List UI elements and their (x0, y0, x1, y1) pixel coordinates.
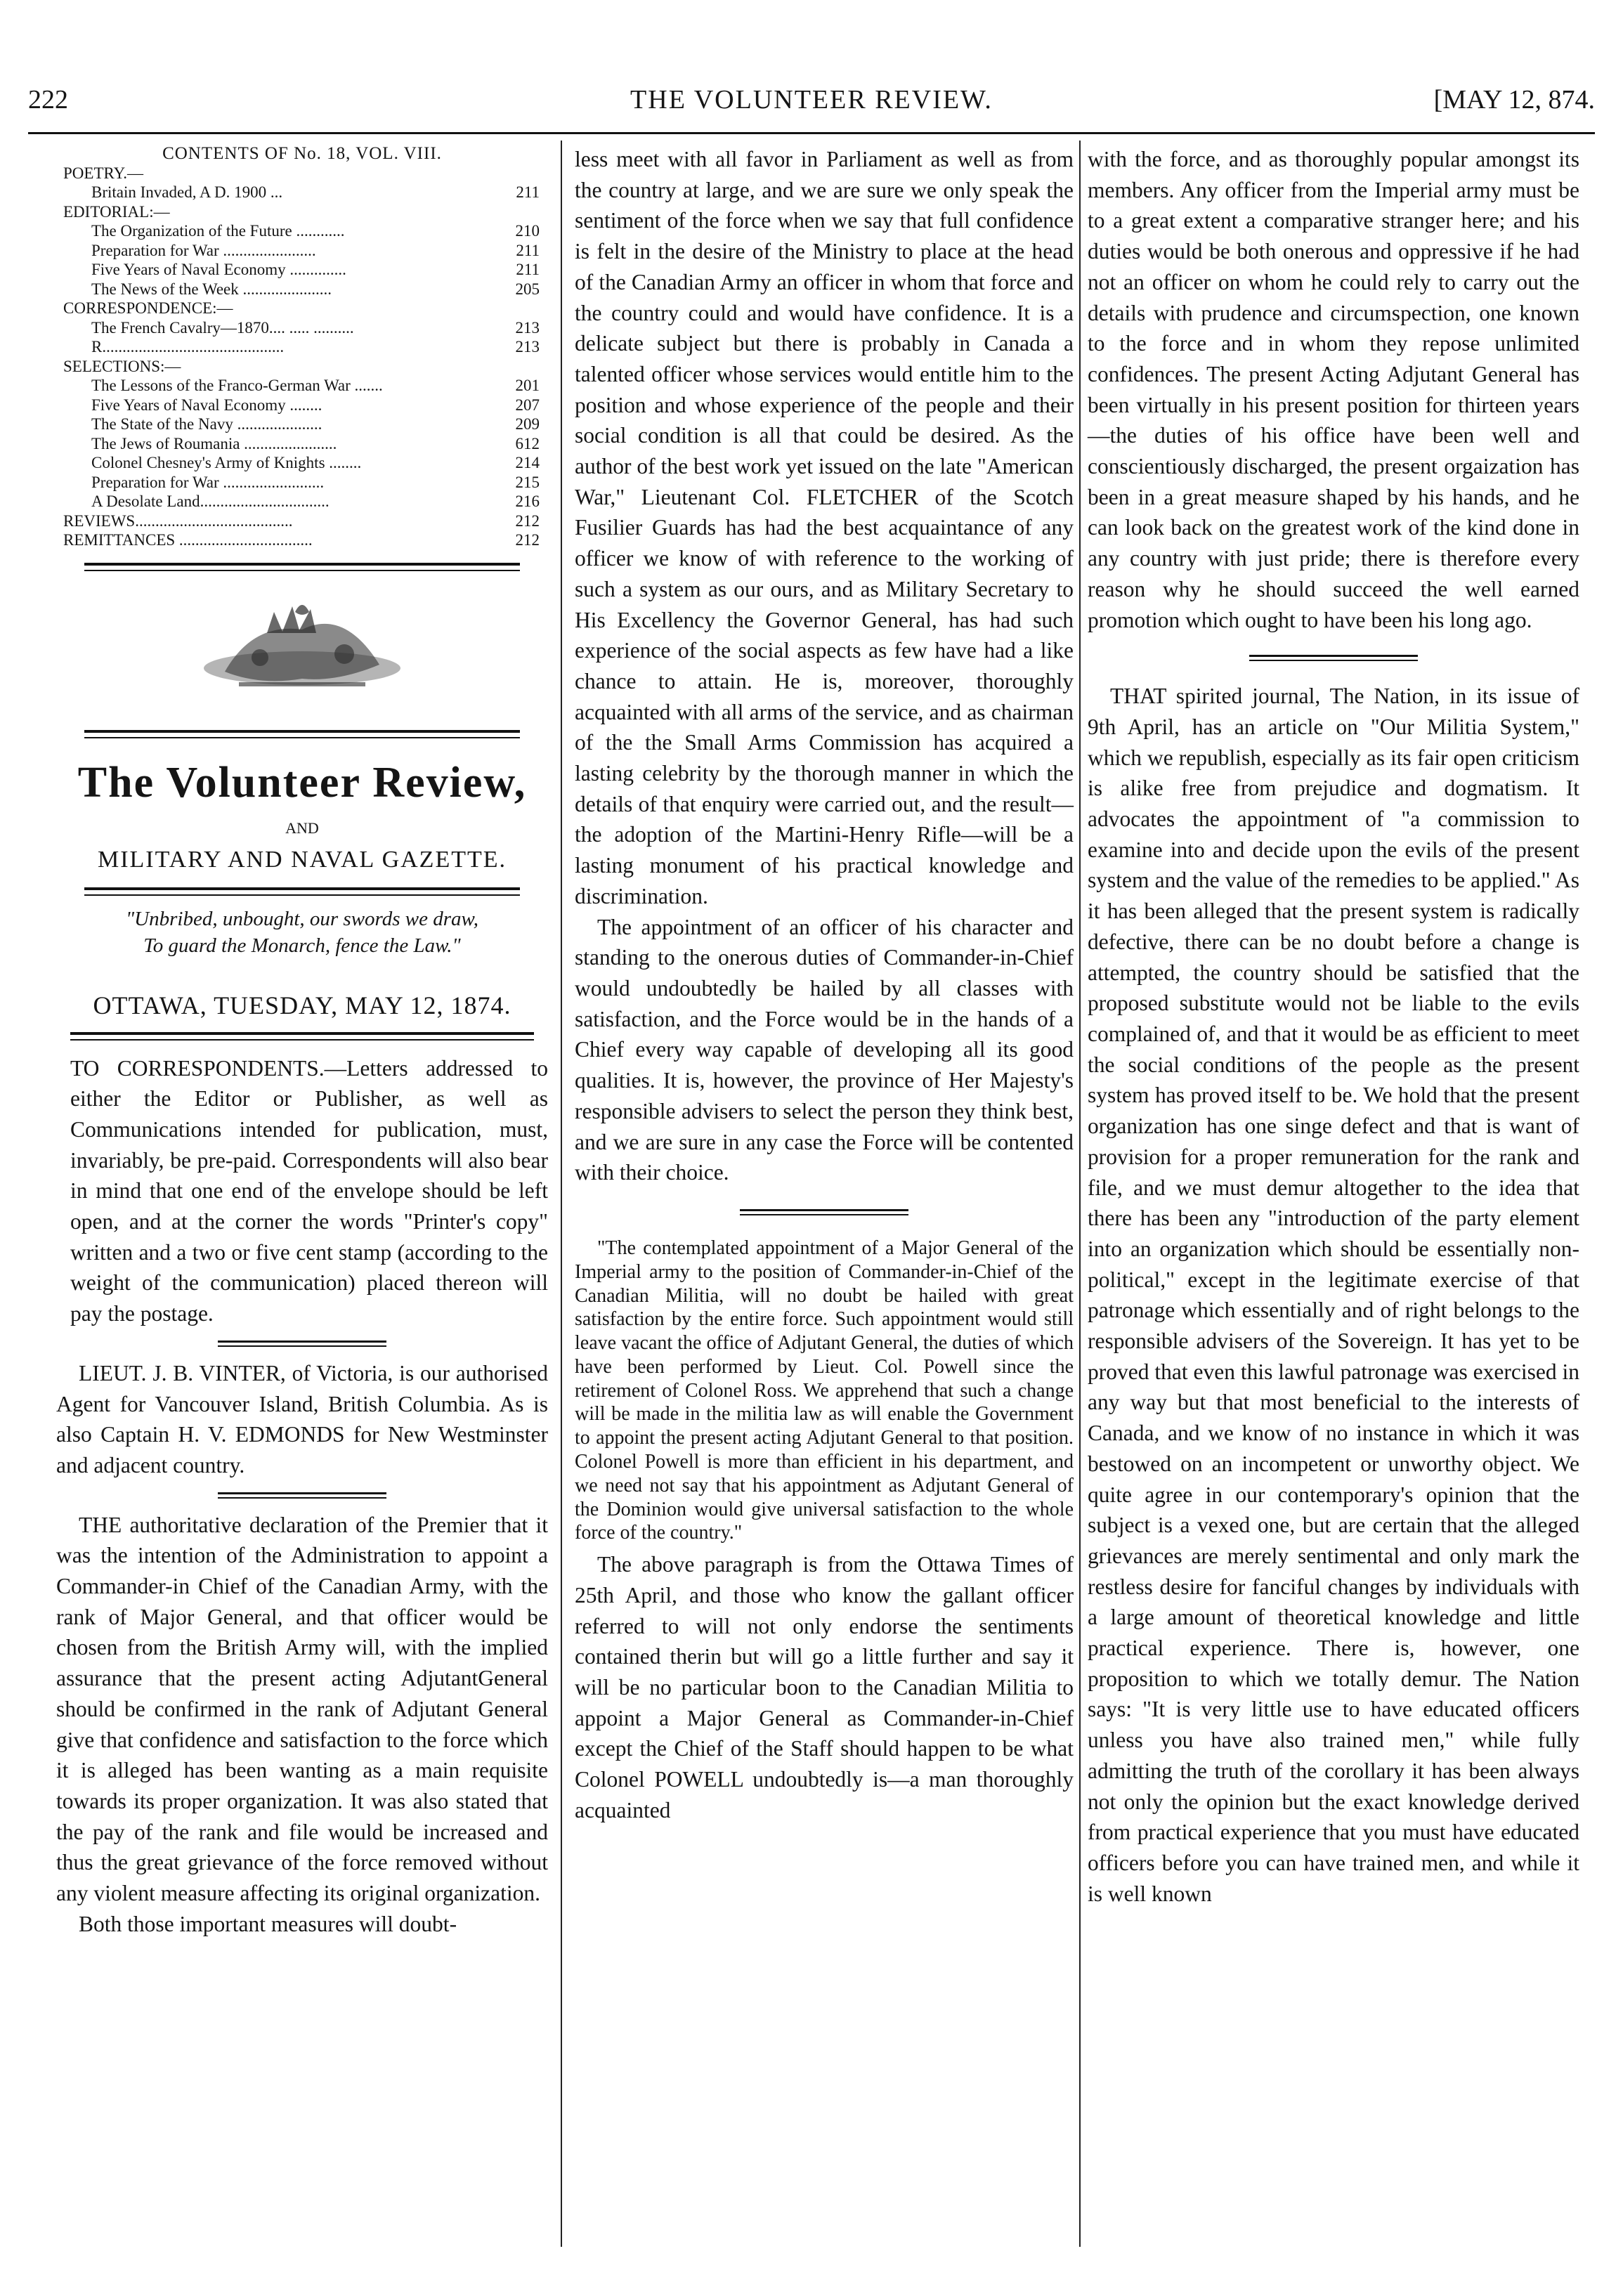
quoted-paragraph: "The contemplated appointment of a Major General of the Imperial army to the position of Commander-in-Chief of the Canadian Militia, will no doubt be hailed with great satisfaction by the entire force. Such appointment would still leave vacant the office of Adjutant General, the duties of which have been performed by Lieut. Col. Powell since the retirement of Colonel Ross. We apprehend that such a change will be made in the militia law as will enable the Government to appoint the present acting Adjutant General to that position. Colonel Powell is more than efficient in his department, and we need not say that his appointment as Adjutant General of the Dominion would give universal satisfaction to the whole force of the country." (575, 1237, 1074, 1544)
contents-entry (56, 376, 548, 396)
contents-page-number: 211 (516, 183, 540, 201)
contents-page-number: 209 (515, 415, 540, 433)
header-rule (28, 132, 1595, 134)
contents-page-number: 215 (515, 473, 540, 491)
contents-entry-title: Five Years of Naval Economy .............. (91, 261, 346, 278)
contents-page-number: 214 (515, 454, 540, 471)
contents-section-text: REVIEWS....................................... (63, 511, 293, 530)
nation-article-paragraph: THAT spirited journal, The Nation, in its issue of 9th April, has an article on "Our Militia System," which we republish, especially as its fair open criticism is alike free from prejudice and dogmatism. It advocates the appointment of "a commission to examine into and decide upon the evils of the present system and the value of the remedies to be applied." As it has been alleged that the present system is radically defective, there can be no doubt before a change is attempted, the country should be satisfied that the proposed substitute would not be liable to the evils complained of, and that it would be as efficient to meet the social conditions of the people as the present system has proved itself to be. We hold that the present organization has one singe defect and that is want of provision for a proper remuneration for the rank and file, and we must demur altogether to the idea that there has been any "introduction of the party element into an organization which should be essentially non-political," except in the legitimate exercise of that patronage which essentially and of right belongs to the responsible advisers of the Sovereign. It has yet to be proved that even this lawful patronage was exercised in any way but that most beneficial to the interests of Canada, and we know of no instance in which it was bestowed on an incompetent or unworthy object. We quite agree in our contemporary's opinion that the subject is a vexed one, but are certain that the alleged grievances are merely sentimental and only mark the restless desire for fanciful changes by individuals with a large amount of theoretical knowledge and little practical experience. There is, however, one proposition to which we totally demur. The Nation says: "It is very little use to have educated officers unless you have also trained men," while fully admitting the truth of the corollary it has been always not only the opinion but the exact knowledge derived from practical experience that you must have educated officers before you can have trained men, and while it is well known (1088, 684, 1579, 1906)
editorial-last-line: Both those important measures will doubt- (79, 1911, 457, 1936)
dateline: OTTAWA, TUESDAY, MAY 12, 1874. (93, 991, 511, 1019)
contents-entry-title: The French Cavalry—1870.... ..... .......... (91, 318, 354, 337)
masthead-title: The Volunteer Review, (77, 758, 527, 807)
contents-section-label (56, 357, 548, 377)
contents-entry-title: The News of the Week ...................... (91, 280, 332, 298)
column-divider-1 (561, 141, 562, 2247)
contents-section-text: CORRESPONDENCE:— (63, 299, 233, 317)
issue-date: [MAY 12, 874. (1433, 85, 1595, 115)
masthead-subtitle: MILITARY AND NAVAL GAZETTE. (97, 846, 507, 873)
editorial-paragraph: THE authoritative declaration of the Premier that it was the intention of the Administration to appoint a Commander-in Chief of the Canadian Army, with the rank of Major General, and that officer would be chosen from the British Army will, with the implied assurance that the present acting AdjutantGeneral should be confirmed in the rank of Adjutant General give that confidence and satisfaction to the force which it is alleged has been wanting as a main requisite towards its proper organization. It was also stated that the pay of the rank and file would be increased and thus the great grievance of the force removed without any violent measure affecting its original organization. (56, 1512, 548, 1906)
contents-entry-title: Preparation for War ......................... (91, 473, 325, 491)
contents-entry (56, 415, 548, 434)
short-rule (218, 1341, 386, 1347)
contents-section-label (56, 299, 548, 318)
column-divider-2 (1079, 141, 1081, 2247)
contents-title: CONTENTS OF No. 18, VOL. VIII. (162, 144, 442, 163)
contents-page-number: 212 (515, 531, 540, 549)
contents-section-label (56, 202, 548, 222)
contents-entry-title: The Jews of Roumania ....................... (91, 434, 337, 452)
contents-page-number: 210 (515, 222, 540, 240)
motto-line-1: "Unbribed, unbought, our swords we draw, (126, 907, 478, 930)
motto-line-2: To guard the Monarch, fence the Law." (143, 934, 461, 957)
contents-entry (56, 183, 548, 202)
contents-entry-title: Preparation for War ....................... (91, 241, 316, 259)
contents-section-text: POETRY.— (63, 164, 143, 182)
running-header (28, 84, 1595, 133)
page-number: 222 (28, 85, 68, 115)
section-rule (70, 1032, 534, 1041)
table-of-contents (56, 144, 548, 550)
contents-page-number: 205 (515, 280, 540, 298)
editorial-paragraph-2: The appointment of an officer of his character and standing to the onerous duties of Commander-in-Chief would undoubtedly be hailed by all classes with satisfaction, and the Force would be in the hands of a Chief every way capable of developing all its good qualities. It is, however, the province of Her Majesty's responsible advisers to select the person they think best, and we are sure in any case the Force will be contented with their choice. (575, 914, 1074, 1185)
contents-entry (56, 318, 548, 338)
editorial-continuation: less meet with all favor in Parliament as well as from the country at large, and we are sure we only speak the sentiment of the force when we say that full confidence is felt in the desire of the Ministry to place at the head of the Canadian Army an officer in whom that force and the country could and would have confidence. It is a delicate subject but there is probably in Canada a talented officer whose services would entitle him to the position and whose experience of the people and their social condition is all that could be desired. As the author of the best work yet issued on the late "American War," Lieutenant Col. FLETCHER of the Scotch Fusilier Guards has had the best acquaintance of any officer we know of with reference to the working of such a system as our ours, and as Military Secretary to His Excellency the Governor General, has had such experience of the social aspects as few have had a like chance to attain. He is, moreover, thoroughly acquainted with all arms of the service, and as chairman of the the Small Arms Commission has acquired a lasting celebrity by the thorough manner in which the details of that enquiry were carried out, and the result—the adoption of the Martini-Henry Rifle—will be a lasting monument of his practical knowledge and discrimination. (575, 147, 1074, 908)
masthead-ornament (56, 584, 548, 717)
contents-entry-title: The Organization of the Future ............ (91, 222, 345, 240)
contents-entry (56, 260, 548, 280)
contents-page-number: 211 (516, 261, 540, 278)
newspaper-title: THE VOLUNTEER REVIEW. (630, 85, 993, 115)
contents-section-label (56, 530, 548, 550)
column-1 (56, 144, 548, 1939)
contents-entry-title: Five Years of Naval Economy ........ (91, 396, 322, 414)
contents-entry-title: The State of the Navy ..................... (91, 415, 322, 433)
contents-page-number: 212 (515, 511, 540, 530)
contents-entry (56, 453, 548, 473)
masthead-and: AND (285, 818, 319, 837)
short-rule (218, 1492, 386, 1499)
contents-section-label (56, 164, 548, 183)
contents-page-number: 201 (515, 377, 540, 394)
contents-page-number: 213 (515, 338, 540, 356)
contents-section-label (56, 511, 548, 531)
contents-entry (56, 337, 548, 357)
section-rule (84, 563, 520, 571)
correspondents-notice: TO CORRESPONDENTS.—Letters addressed to either the Editor or Publisher, as well as Communications intended for publication, must, invariably, be pre-paid. Correspondents will also bear in mind that one end of the envelope should be left open, and at the corner the words "Printer's copy" written and a two or five cent stamp (according to the weight of the communication) placed thereon will pay the postage. (70, 1055, 548, 1326)
ornament-illustration (56, 584, 548, 717)
section-rule (84, 730, 520, 738)
section-rule (84, 887, 520, 896)
contents-entry-title: Britain Invaded, A D. 1900 ... (91, 183, 283, 201)
contents-entry-title: A Desolate Land................................ (91, 493, 330, 510)
short-rule (740, 1209, 908, 1215)
contents-page-number: 216 (515, 493, 540, 510)
contents-entry (56, 241, 548, 261)
contents-entry-title: The Lessons of the Franco-German War ....... (91, 377, 383, 394)
agent-notice: LIEUT. J. B. VINTER, of Victoria, is our authorised Agent for Vancouver Island, British Columbia. As is also Captain H. V. EDMONDS for New Westminster and adjacent country. (56, 1360, 548, 1478)
contents-section-text: REMITTANCES ................................. (63, 531, 313, 549)
contents-section-text: EDITORIAL:— (63, 202, 170, 221)
column-2 (575, 144, 1074, 1826)
contents-entry (56, 492, 548, 511)
contents-entry (56, 473, 548, 493)
contents-entry (56, 221, 548, 241)
editorial-paragraph-3: The above paragraph is from the Ottawa Times of 25th April, and those who know the gallant officer referred to will not only endorse the sentiments contained therin but will go a little further and say it will be no particular boon to the Canadian Militia to appoint a Major General as Commander-in-Chief except the Chief of the Staff should happen to be what Colonel POWELL undoubtedly is—a man thoroughly acquainted (575, 1552, 1074, 1822)
contents-page-number: 211 (516, 241, 540, 259)
column-3 (1088, 144, 1579, 1909)
contents-page-number: 612 (515, 434, 540, 452)
contents-entry-title: Colonel Chesney's Army of Knights ........ (91, 454, 362, 471)
short-rule (1249, 655, 1418, 661)
contents-section-text: SELECTIONS:— (63, 357, 181, 375)
contents-entry (56, 396, 548, 415)
contents-entry-title: R............................................. (91, 338, 285, 356)
contents-page-number: 207 (515, 396, 540, 414)
contents-entry (56, 280, 548, 299)
contents-page-number: 213 (515, 318, 540, 337)
editorial-continuation-3: with the force, and as thoroughly popular amongst its members. Any officer from the Imperial army must be to a great extent a comparative stranger here; and his duties would be both onerous and oppressive if he had not an officer on whom he could rely to carry out the details with prudence and circumspection, one known to the force and in whom they repose unlimited confidences. The present Acting Adjutant General has been virtually in his present position for thirteen years—the duties of his office have been well and conscientiously discharged, the present orgaization has been in a great measure shaped by his hands, and he can look back on the greatest work of the kind done in any country with just pride; there is therefore every reason why he should succeed the well earned promotion which ought to have been his long ago. (1088, 147, 1579, 632)
contents-entry (56, 434, 548, 454)
